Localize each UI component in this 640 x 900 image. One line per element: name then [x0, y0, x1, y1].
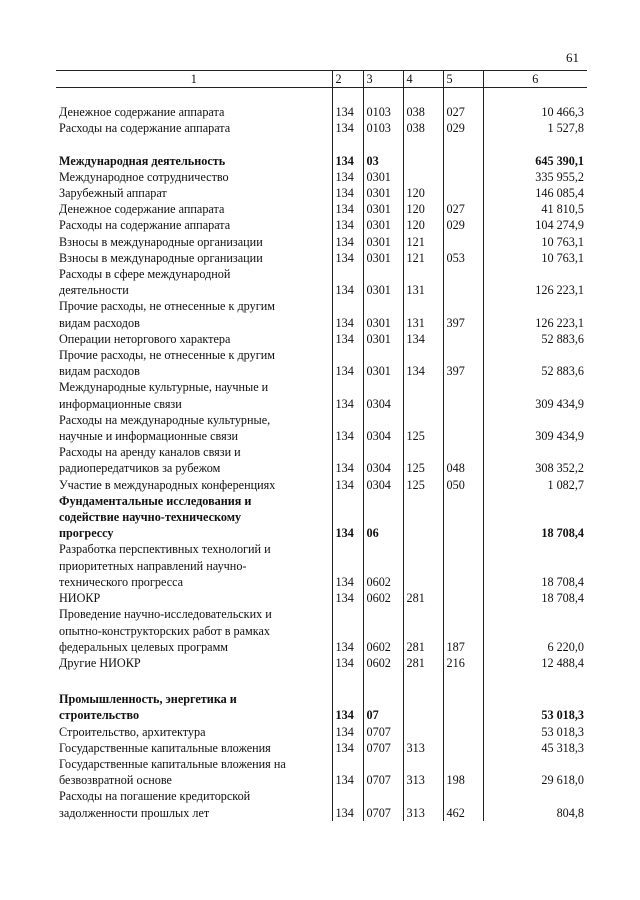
code-expense — [443, 185, 483, 201]
item-name — [56, 88, 332, 105]
code-expense — [443, 671, 483, 691]
amount: 104 274,9 — [483, 217, 587, 233]
item-name: Международная деятельность — [59, 153, 226, 168]
code-ministry: 134 — [332, 493, 363, 542]
amount: 29 618,0 — [483, 756, 587, 788]
code-expense: 216 — [443, 655, 483, 671]
amount: 10 763,1 — [483, 234, 587, 250]
code-ministry: 134 — [332, 541, 363, 590]
table-header-row — [56, 71, 587, 88]
table-row — [56, 606, 587, 655]
item-name: Другие НИОКР — [59, 655, 141, 670]
code-expense — [443, 691, 483, 723]
table-row — [56, 379, 587, 411]
code-expense — [443, 331, 483, 347]
item-name: Расходы на международные культурные, научные и информационные связи — [59, 412, 271, 444]
table-row — [56, 201, 587, 217]
code-section: 0301 — [363, 234, 403, 250]
code-expense — [443, 590, 483, 606]
amount: 126 223,1 — [483, 298, 587, 330]
item-name: Операции неторгового характера — [59, 331, 231, 346]
code-expense — [443, 493, 483, 542]
table-row — [56, 477, 587, 493]
amount: 41 810,5 — [483, 201, 587, 217]
amount: 10 763,1 — [483, 250, 587, 266]
item-name: Прочие расходы, не отнесенные к другим видам расходов — [59, 348, 275, 379]
amount: 10 466,3 — [483, 104, 587, 120]
code-expense — [443, 169, 483, 185]
code-target — [403, 671, 443, 691]
item-name: Участие в международных конференциях — [59, 477, 276, 492]
column-header: 1 — [56, 71, 332, 88]
code-target: 313 — [403, 756, 443, 788]
code-section: 0301 — [363, 185, 403, 201]
item-name: Расходы на аренду каналов связи и радиопередатчиков за рубежом — [59, 445, 241, 476]
code-section: 0301 — [363, 169, 403, 185]
code-ministry: 134 — [332, 153, 363, 169]
item-name: Взносы в международные организации — [59, 234, 263, 249]
code-ministry: 134 — [332, 756, 363, 788]
item-name: Разработка перспективных технологий и приоритетных направлений научно- технического прогресса — [59, 542, 271, 589]
table-row — [56, 153, 587, 169]
code-target: 281 — [403, 606, 443, 655]
code-ministry: 134 — [332, 788, 363, 820]
item-name: Проведение научно-исследовательских и опытно-конструкторских работ в рамках федеральных целевых программ — [59, 607, 272, 654]
code-target — [403, 724, 443, 740]
code-target: 281 — [403, 655, 443, 671]
amount: 18 708,4 — [483, 541, 587, 590]
table-row — [56, 655, 587, 671]
code-target: 121 — [403, 250, 443, 266]
table-row — [56, 88, 587, 105]
table-row — [56, 217, 587, 233]
code-section: 0301 — [363, 250, 403, 266]
table-row — [56, 120, 587, 136]
code-ministry: 134 — [332, 331, 363, 347]
table-row — [56, 740, 587, 756]
code-expense: 462 — [443, 788, 483, 820]
code-ministry: 134 — [332, 724, 363, 740]
code-section: 0301 — [363, 217, 403, 233]
code-ministry: 134 — [332, 740, 363, 756]
item-name: Промышленность, энергетика и строительство — [59, 692, 237, 723]
code-expense — [443, 724, 483, 740]
code-target: 121 — [403, 234, 443, 250]
table-row — [56, 185, 587, 201]
code-expense: 027 — [443, 104, 483, 120]
table-row — [56, 250, 587, 266]
code-section: 0301 — [363, 298, 403, 330]
table-row — [56, 347, 587, 379]
code-section — [363, 88, 403, 105]
item-name: НИОКР — [59, 591, 101, 606]
code-section — [363, 671, 403, 691]
code-expense — [443, 266, 483, 298]
amount — [483, 88, 587, 105]
code-ministry: 134 — [332, 444, 363, 476]
code-expense: 198 — [443, 756, 483, 788]
amount: 335 955,2 — [483, 169, 587, 185]
table-row — [56, 266, 587, 298]
code-target — [403, 88, 443, 105]
code-section: 0602 — [363, 590, 403, 606]
code-expense — [443, 412, 483, 444]
table-row — [56, 788, 587, 820]
code-section: 0707 — [363, 724, 403, 740]
code-ministry: 134 — [332, 201, 363, 217]
code-section: 0707 — [363, 756, 403, 788]
amount: 6 220,0 — [483, 606, 587, 655]
code-section: 0707 — [363, 740, 403, 756]
code-expense: 029 — [443, 120, 483, 136]
item-name: Прочие расходы, не отнесенные к другим видам расходов — [59, 299, 275, 330]
column-header: 4 — [403, 71, 443, 88]
item-name: Международное сотрудничество — [59, 169, 229, 184]
code-ministry — [332, 671, 363, 691]
code-section: 06 — [363, 493, 403, 542]
code-target — [403, 379, 443, 411]
table-row — [56, 724, 587, 740]
amount: 53 018,3 — [483, 691, 587, 723]
code-expense — [443, 88, 483, 105]
code-ministry: 134 — [332, 266, 363, 298]
column-header: 5 — [443, 71, 483, 88]
amount — [483, 671, 587, 691]
item-name — [56, 137, 332, 153]
column-header: 3 — [363, 71, 403, 88]
code-section: 0602 — [363, 606, 403, 655]
code-expense: 397 — [443, 298, 483, 330]
code-target: 038 — [403, 120, 443, 136]
amount: 308 352,2 — [483, 444, 587, 476]
item-name: Государственные капитальные вложения — [59, 740, 271, 755]
code-expense — [443, 137, 483, 153]
table-row — [56, 590, 587, 606]
amount: 126 223,1 — [483, 266, 587, 298]
code-ministry: 134 — [332, 185, 363, 201]
table-row — [56, 234, 587, 250]
amount: 309 434,9 — [483, 412, 587, 444]
code-target: 125 — [403, 444, 443, 476]
table-row — [56, 331, 587, 347]
code-ministry — [332, 137, 363, 153]
item-name: Расходы на содержание аппарата — [59, 218, 231, 233]
code-section: 0301 — [363, 347, 403, 379]
item-name: Взносы в международные организации — [59, 250, 263, 265]
code-section: 0304 — [363, 379, 403, 411]
code-target — [403, 541, 443, 590]
code-section: 0602 — [363, 541, 403, 590]
code-target: 134 — [403, 347, 443, 379]
code-target: 120 — [403, 217, 443, 233]
code-ministry: 134 — [332, 347, 363, 379]
code-section: 0304 — [363, 444, 403, 476]
table-row — [56, 493, 587, 542]
code-ministry: 134 — [332, 298, 363, 330]
item-name — [56, 671, 332, 691]
code-ministry: 134 — [332, 590, 363, 606]
code-target: 313 — [403, 740, 443, 756]
item-name: Зарубежный аппарат — [59, 186, 167, 201]
code-ministry: 134 — [332, 104, 363, 120]
code-expense: 187 — [443, 606, 483, 655]
code-ministry: 134 — [332, 217, 363, 233]
code-ministry: 134 — [332, 477, 363, 493]
code-target — [403, 691, 443, 723]
code-target: 134 — [403, 331, 443, 347]
table-row — [56, 169, 587, 185]
item-name: Денежное содержание аппарата — [59, 202, 225, 217]
amount: 804,8 — [483, 788, 587, 820]
page-number: 61 — [566, 50, 579, 65]
code-target: 131 — [403, 298, 443, 330]
table-row — [56, 298, 587, 330]
table-body — [56, 88, 587, 821]
amount: 1 082,7 — [483, 477, 587, 493]
table-row — [56, 691, 587, 723]
column-header: 2 — [332, 71, 363, 88]
item-name: Расходы на погашение кредиторской задолженности прошлых лет — [59, 789, 251, 820]
code-section: 0707 — [363, 788, 403, 820]
code-section — [363, 137, 403, 153]
code-section: 07 — [363, 691, 403, 723]
item-name: Расходы на содержание аппарата — [59, 121, 231, 136]
code-expense: 029 — [443, 217, 483, 233]
table-row — [56, 137, 587, 153]
table-row — [56, 412, 587, 444]
code-expense: 050 — [443, 477, 483, 493]
code-ministry — [332, 88, 363, 105]
item-name: Строительство, архитектура — [59, 724, 206, 739]
table-row — [56, 756, 587, 788]
item-name: Фундаментальные исследования и содействие научно-техническому прогрессу — [59, 493, 252, 541]
amount: 52 883,6 — [483, 331, 587, 347]
code-target: 281 — [403, 590, 443, 606]
code-target: 313 — [403, 788, 443, 820]
item-name: Международные культурные, научные и информационные связи — [59, 380, 269, 411]
amount: 18 708,4 — [483, 493, 587, 542]
code-expense: 053 — [443, 250, 483, 266]
code-target: 120 — [403, 201, 443, 217]
amount: 146 085,4 — [483, 185, 587, 201]
amount: 1 527,8 — [483, 120, 587, 136]
code-expense — [443, 379, 483, 411]
item-name: Денежное содержание аппарата — [59, 105, 225, 120]
code-ministry: 134 — [332, 379, 363, 411]
amount: 45 318,3 — [483, 740, 587, 756]
amount: 645 390,1 — [483, 153, 587, 169]
code-ministry: 134 — [332, 412, 363, 444]
code-ministry: 134 — [332, 655, 363, 671]
code-target: 131 — [403, 266, 443, 298]
code-ministry: 134 — [332, 234, 363, 250]
code-expense — [443, 541, 483, 590]
code-ministry: 134 — [332, 169, 363, 185]
code-section: 03 — [363, 153, 403, 169]
code-ministry: 134 — [332, 606, 363, 655]
code-section: 0301 — [363, 331, 403, 347]
code-target — [403, 169, 443, 185]
column-header: 6 — [483, 71, 587, 88]
item-name: Государственные капитальные вложения на безвозвратной основе — [59, 756, 286, 788]
code-section: 0304 — [363, 477, 403, 493]
budget-table — [56, 70, 587, 821]
code-expense: 048 — [443, 444, 483, 476]
code-expense — [443, 740, 483, 756]
amount: 12 488,4 — [483, 655, 587, 671]
code-section: 0103 — [363, 120, 403, 136]
code-expense — [443, 153, 483, 169]
code-ministry: 134 — [332, 250, 363, 266]
code-target — [403, 493, 443, 542]
table-row — [56, 541, 587, 590]
code-section: 0301 — [363, 266, 403, 298]
code-expense: 027 — [443, 201, 483, 217]
code-section: 0304 — [363, 412, 403, 444]
code-ministry: 134 — [332, 691, 363, 723]
amount — [483, 137, 587, 153]
code-target: 125 — [403, 412, 443, 444]
code-target — [403, 137, 443, 153]
amount: 18 708,4 — [483, 590, 587, 606]
table-row — [56, 104, 587, 120]
code-ministry: 134 — [332, 120, 363, 136]
code-target: 125 — [403, 477, 443, 493]
code-section: 0103 — [363, 104, 403, 120]
code-target — [403, 153, 443, 169]
code-expense — [443, 234, 483, 250]
code-section: 0602 — [363, 655, 403, 671]
amount: 53 018,3 — [483, 724, 587, 740]
amount: 52 883,6 — [483, 347, 587, 379]
code-section: 0301 — [363, 201, 403, 217]
amount: 309 434,9 — [483, 379, 587, 411]
item-name: Расходы в сфере международной деятельности — [59, 267, 231, 298]
table-row — [56, 671, 587, 691]
code-target: 038 — [403, 104, 443, 120]
code-target: 120 — [403, 185, 443, 201]
table-row — [56, 444, 587, 476]
code-expense: 397 — [443, 347, 483, 379]
